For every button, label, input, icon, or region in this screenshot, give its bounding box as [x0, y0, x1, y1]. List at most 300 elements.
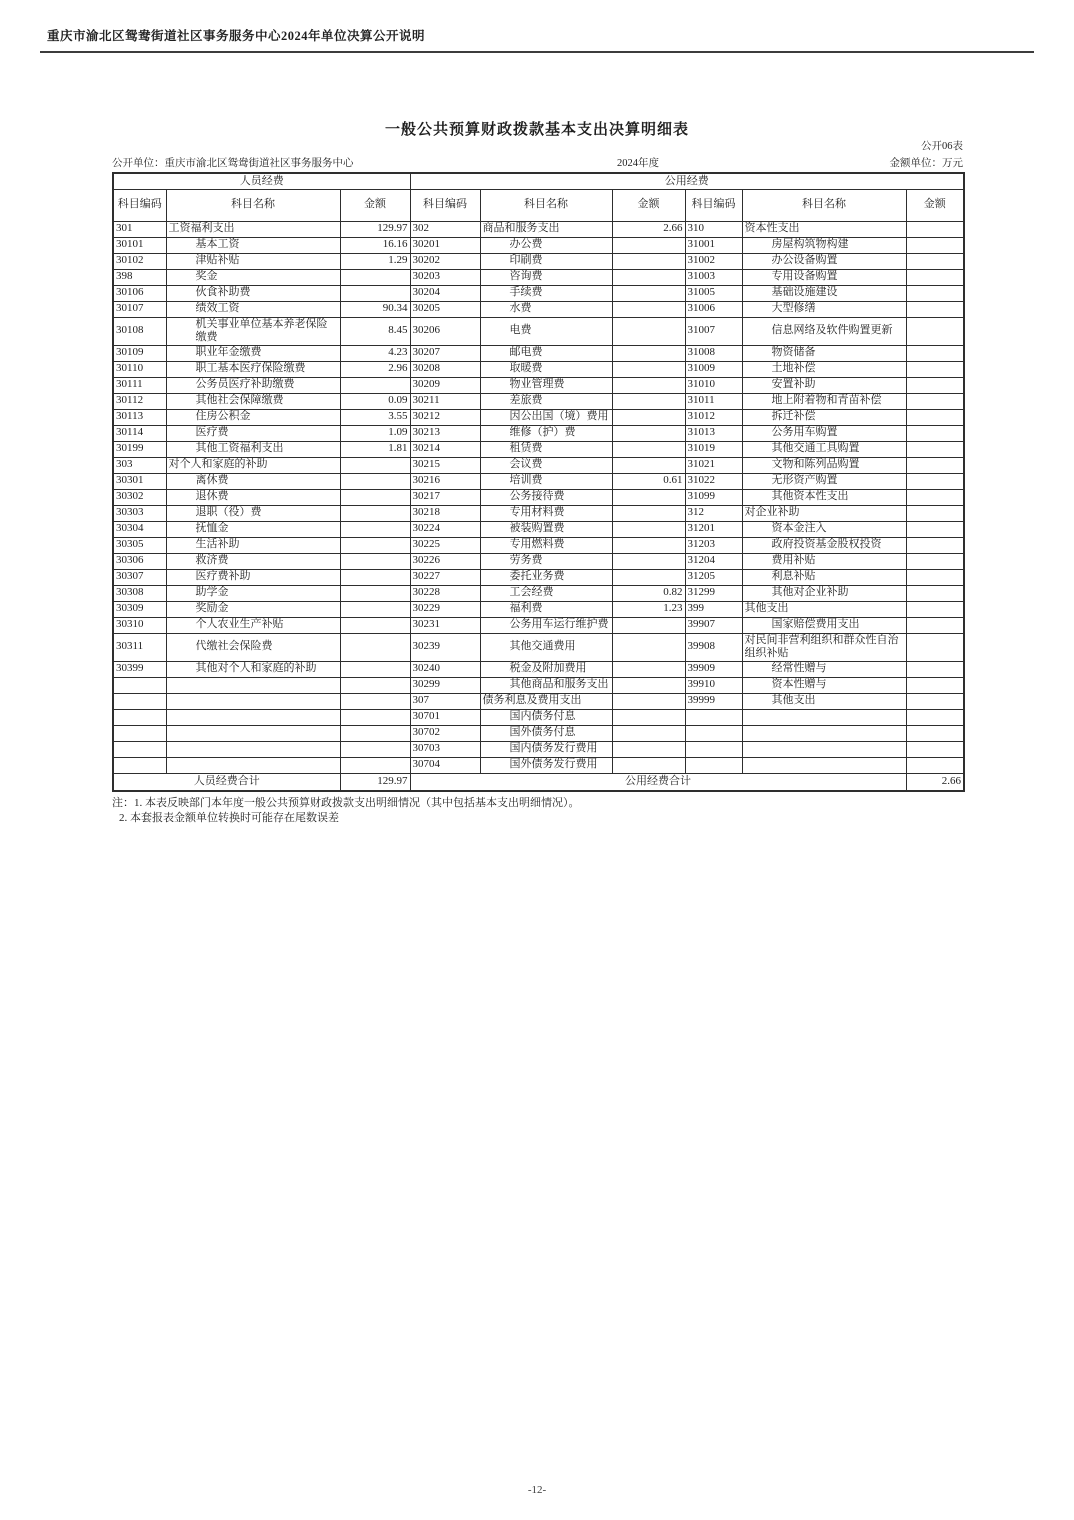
subject-name: 基础设施建设 [742, 285, 906, 301]
subject-name: 专用设备购置 [742, 269, 906, 285]
subject-name: 其他交通费用 [480, 633, 612, 661]
subject-name: 抚恤金 [166, 521, 340, 537]
amount-value [906, 585, 964, 601]
subject-name: 地上附着物和青苗补偿 [742, 393, 906, 409]
subject-code: 31010 [685, 377, 742, 393]
table-notes [112, 796, 962, 827]
subject-code: 31013 [685, 425, 742, 441]
table-meta-row [112, 155, 963, 171]
subject-code: 30215 [410, 457, 480, 473]
amount-value [612, 457, 685, 473]
amount-value [612, 441, 685, 457]
subject-name: 国内债务发行费用 [480, 741, 612, 757]
subject-name: 电费 [480, 317, 612, 345]
subject-code: 31299 [685, 585, 742, 601]
subject-code: 30311 [113, 633, 166, 661]
subject-name: 专用燃料费 [480, 537, 612, 553]
publishing-unit-label: 公开单位：重庆市渝北区鸳鸯街道社区事务服务中心 [112, 158, 354, 169]
amount-value: 2.96 [340, 361, 410, 377]
table-row [113, 345, 964, 361]
amount-value [612, 741, 685, 757]
amount-value [906, 441, 964, 457]
subject-code: 30212 [410, 409, 480, 425]
amount-value [612, 537, 685, 553]
subject-code [113, 693, 166, 709]
subject-code: 398 [113, 269, 166, 285]
subject-name: 会议费 [480, 457, 612, 473]
amount-value [612, 709, 685, 725]
subject-name: 奖金 [166, 269, 340, 285]
subject-name: 文物和陈列品购置 [742, 457, 906, 473]
amount-value [612, 521, 685, 537]
amount-value [612, 317, 685, 345]
subject-name: 个人农业生产补贴 [166, 617, 340, 633]
totals-row [113, 773, 964, 791]
subject-name: 其他对个人和家庭的补助 [166, 661, 340, 677]
subject-code: 399 [685, 601, 742, 617]
subject-code: 39907 [685, 617, 742, 633]
subject-name: 信息网络及软件购置更新 [742, 317, 906, 345]
subject-code: 30110 [113, 361, 166, 377]
subject-name: 资本性赠与 [742, 677, 906, 693]
subject-name: 绩效工资 [166, 301, 340, 317]
subject-code: 30111 [113, 377, 166, 393]
amount-unit-label: 金额单位：万元 [889, 158, 963, 169]
subject-name: 代缴社会保险费 [166, 633, 340, 661]
subject-name: 资本金注入 [742, 521, 906, 537]
subject-code: 30703 [410, 741, 480, 757]
subject-name [166, 757, 340, 773]
subject-code: 30209 [410, 377, 480, 393]
subject-code: 30228 [410, 585, 480, 601]
subject-name: 无形资产购置 [742, 473, 906, 489]
subject-code: 30307 [113, 569, 166, 585]
subject-name [166, 693, 340, 709]
subject-name: 办公设备购置 [742, 253, 906, 269]
subject-name [166, 725, 340, 741]
amount-value [906, 505, 964, 521]
amount-value [906, 457, 964, 473]
subject-name: 劳务费 [480, 553, 612, 569]
subject-name: 退职（役）费 [166, 505, 340, 521]
subject-code: 39909 [685, 661, 742, 677]
amount-value [612, 345, 685, 361]
subject-name: 医疗费 [166, 425, 340, 441]
subject-code: 307 [410, 693, 480, 709]
amount-value: 129.97 [340, 221, 410, 237]
table-code-label: 公开06表 [921, 141, 963, 152]
subject-code: 30240 [410, 661, 480, 677]
table-row [113, 677, 964, 693]
subject-code: 30229 [410, 601, 480, 617]
amount-value [612, 409, 685, 425]
subject-name: 维修（护）费 [480, 425, 612, 441]
subject-code: 30204 [410, 285, 480, 301]
subject-code: 30108 [113, 317, 166, 345]
subject-name: 工资福利支出 [166, 221, 340, 237]
subject-name: 公务用车购置 [742, 425, 906, 441]
group-header-row [113, 173, 964, 189]
amount-value [340, 537, 410, 553]
subject-name: 其他支出 [742, 693, 906, 709]
subject-name: 经常性赠与 [742, 661, 906, 677]
amount-value [340, 709, 410, 725]
col-header-subject-code: 科目编码 [113, 189, 166, 221]
subject-name: 机关事业单位基本养老保险缴费 [166, 317, 340, 345]
amount-value [612, 285, 685, 301]
subject-name: 大型修缮 [742, 301, 906, 317]
subject-name: 土地补偿 [742, 361, 906, 377]
subject-name [742, 709, 906, 725]
document-header-title: 重庆市渝北区鸳鸯街道社区事务服务中心2024年单位决算公开说明 [40, 26, 1034, 53]
amount-value [906, 425, 964, 441]
note-line: 注：1. 本表反映部门本年度一般公共预算财政拨款支出明细情况（其中包括基本支出明细情况）。 [112, 797, 580, 809]
subject-code [685, 709, 742, 725]
subject-code: 39910 [685, 677, 742, 693]
col-header-amount: 金额 [906, 189, 964, 221]
amount-value [906, 693, 964, 709]
subject-code: 30201 [410, 237, 480, 253]
amount-value [906, 601, 964, 617]
amount-value [612, 677, 685, 693]
subject-code: 30114 [113, 425, 166, 441]
subject-name: 对民间非营利组织和群众性自治组织补贴 [742, 633, 906, 661]
amount-value: 0.82 [612, 585, 685, 601]
subject-name: 国家赔偿费用支出 [742, 617, 906, 633]
subject-name: 物业管理费 [480, 377, 612, 393]
subject-code: 30205 [410, 301, 480, 317]
table-row [113, 237, 964, 253]
table-row [113, 269, 964, 285]
col-header-amount: 金额 [340, 189, 410, 221]
subject-name: 办公费 [480, 237, 612, 253]
amount-value [340, 757, 410, 773]
amount-value [612, 301, 685, 317]
amount-value [612, 757, 685, 773]
subject-code: 31006 [685, 301, 742, 317]
amount-value [906, 725, 964, 741]
amount-value [906, 757, 964, 773]
amount-value: 0.09 [340, 393, 410, 409]
subject-code: 30216 [410, 473, 480, 489]
subject-code: 30101 [113, 237, 166, 253]
subject-name: 咨询费 [480, 269, 612, 285]
amount-value [906, 521, 964, 537]
subject-code: 30702 [410, 725, 480, 741]
table-row [113, 301, 964, 317]
table-row [113, 741, 964, 757]
subject-code: 31008 [685, 345, 742, 361]
fiscal-year-label: 2024年度 [617, 158, 659, 169]
table-row [113, 457, 964, 473]
subject-code: 31011 [685, 393, 742, 409]
subject-code: 31021 [685, 457, 742, 473]
amount-value [612, 393, 685, 409]
amount-value [906, 301, 964, 317]
amount-value [340, 505, 410, 521]
amount-value [612, 377, 685, 393]
subject-code: 31005 [685, 285, 742, 301]
subject-name [166, 677, 340, 693]
amount-value [906, 489, 964, 505]
subject-name: 国外债务发行费用 [480, 757, 612, 773]
amount-value [612, 361, 685, 377]
subject-code: 30214 [410, 441, 480, 457]
amount-value: 0.61 [612, 473, 685, 489]
subject-name: 对个人和家庭的补助 [166, 457, 340, 473]
subject-name: 手续费 [480, 285, 612, 301]
subject-name: 其他商品和服务支出 [480, 677, 612, 693]
detail-table-wrapper [112, 172, 1012, 827]
subject-name: 基本工资 [166, 237, 340, 253]
subject-code: 30302 [113, 489, 166, 505]
amount-value [340, 473, 410, 489]
subject-code: 30202 [410, 253, 480, 269]
subject-name: 费用补贴 [742, 553, 906, 569]
subject-name: 其他工资福利支出 [166, 441, 340, 457]
amount-value [906, 269, 964, 285]
amount-value: 2.66 [612, 221, 685, 237]
amount-value [906, 377, 964, 393]
subject-code: 30199 [113, 441, 166, 457]
table-row [113, 361, 964, 377]
amount-value [906, 537, 964, 553]
subject-code: 30203 [410, 269, 480, 285]
subject-code [113, 741, 166, 757]
expenditure-detail-table [112, 172, 965, 792]
subject-name: 公务员医疗补助缴费 [166, 377, 340, 393]
table-row [113, 569, 964, 585]
table-row [113, 553, 964, 569]
amount-value [340, 661, 410, 677]
amount-value [906, 741, 964, 757]
subject-name: 其他资本性支出 [742, 489, 906, 505]
table-row [113, 633, 964, 661]
personnel-total-label: 人员经费合计 [113, 773, 340, 791]
table-row [113, 505, 964, 521]
subject-name: 国内债务付息 [480, 709, 612, 725]
subject-code: 31009 [685, 361, 742, 377]
amount-value [340, 725, 410, 741]
amount-value [612, 253, 685, 269]
table-row [113, 661, 964, 677]
amount-value: 3.55 [340, 409, 410, 425]
subject-code: 30225 [410, 537, 480, 553]
subject-name: 培训费 [480, 473, 612, 489]
amount-value [340, 569, 410, 585]
amount-value [340, 521, 410, 537]
subject-name: 被装购置费 [480, 521, 612, 537]
subject-name: 其他对企业补助 [742, 585, 906, 601]
table-row [113, 409, 964, 425]
subject-name: 税金及附加费用 [480, 661, 612, 677]
subject-code: 30239 [410, 633, 480, 661]
table-row [113, 425, 964, 441]
subject-name: 专用材料费 [480, 505, 612, 521]
amount-value [612, 489, 685, 505]
subject-code: 30305 [113, 537, 166, 553]
amount-value [340, 457, 410, 473]
table-row [113, 537, 964, 553]
amount-value [612, 693, 685, 709]
subject-code: 30113 [113, 409, 166, 425]
subject-name: 差旅费 [480, 393, 612, 409]
subject-name: 债务利息及费用支出 [480, 693, 612, 709]
subject-code: 30217 [410, 489, 480, 505]
col-header-amount: 金额 [612, 189, 685, 221]
subject-code [685, 725, 742, 741]
amount-value [612, 617, 685, 633]
table-row [113, 725, 964, 741]
subject-code: 301 [113, 221, 166, 237]
subject-code: 30213 [410, 425, 480, 441]
amount-value [340, 693, 410, 709]
amount-value [340, 617, 410, 633]
amount-value [906, 617, 964, 633]
amount-value [340, 585, 410, 601]
subject-name: 退休费 [166, 489, 340, 505]
amount-value [340, 285, 410, 301]
subject-name: 住房公积金 [166, 409, 340, 425]
subject-code: 31204 [685, 553, 742, 569]
table-row [113, 709, 964, 725]
subject-code: 30227 [410, 569, 480, 585]
subject-code: 310 [685, 221, 742, 237]
subject-name: 国外债务付息 [480, 725, 612, 741]
table-row [113, 693, 964, 709]
subject-code: 30704 [410, 757, 480, 773]
subject-name: 因公出国（境）费用 [480, 409, 612, 425]
detail-table-body [113, 221, 964, 773]
subject-code: 30106 [113, 285, 166, 301]
subject-code: 31201 [685, 521, 742, 537]
amount-value [906, 237, 964, 253]
public-total-value: 2.66 [906, 773, 964, 791]
subject-code: 30308 [113, 585, 166, 601]
subject-code: 302 [410, 221, 480, 237]
note-line: 2. 本套报表金额单位转换时可能存在尾数误差 [119, 812, 339, 825]
subject-code: 30399 [113, 661, 166, 677]
amount-value [906, 409, 964, 425]
subject-code: 30224 [410, 521, 480, 537]
subject-code: 30109 [113, 345, 166, 361]
subject-code: 30304 [113, 521, 166, 537]
table-row [113, 757, 964, 773]
subject-code [113, 757, 166, 773]
amount-value [906, 221, 964, 237]
subject-code: 39999 [685, 693, 742, 709]
subject-name: 职工基本医疗保险缴费 [166, 361, 340, 377]
col-header-subject-code: 科目编码 [685, 189, 742, 221]
table-row [113, 489, 964, 505]
subject-name: 取暖费 [480, 361, 612, 377]
subject-code: 31001 [685, 237, 742, 253]
amount-value [906, 253, 964, 269]
subject-code: 30231 [410, 617, 480, 633]
subject-code: 30206 [410, 317, 480, 345]
subject-name: 医疗费补助 [166, 569, 340, 585]
amount-value [906, 345, 964, 361]
subject-name: 水费 [480, 301, 612, 317]
subject-code: 31019 [685, 441, 742, 457]
table-row [113, 253, 964, 269]
subject-name: 其他支出 [742, 601, 906, 617]
amount-value [340, 741, 410, 757]
amount-value [340, 269, 410, 285]
amount-value [906, 361, 964, 377]
subject-name: 福利费 [480, 601, 612, 617]
table-row [113, 377, 964, 393]
subject-code [685, 741, 742, 757]
amount-value: 1.81 [340, 441, 410, 457]
amount-value: 1.23 [612, 601, 685, 617]
amount-value [340, 553, 410, 569]
amount-value [612, 569, 685, 585]
subject-name: 租赁费 [480, 441, 612, 457]
subject-code: 303 [113, 457, 166, 473]
subject-name: 救济费 [166, 553, 340, 569]
subject-name [166, 709, 340, 725]
amount-value [906, 709, 964, 725]
amount-value [906, 317, 964, 345]
subject-name: 津贴补贴 [166, 253, 340, 269]
public-total-label: 公用经费合计 [410, 773, 906, 791]
col-header-subject-code: 科目编码 [410, 189, 480, 221]
amount-value [612, 725, 685, 741]
amount-value [612, 237, 685, 253]
group-header-personnel: 人员经费 [113, 173, 410, 189]
subject-code: 30102 [113, 253, 166, 269]
amount-value [612, 661, 685, 677]
subject-code: 39908 [685, 633, 742, 661]
amount-value [612, 553, 685, 569]
subject-code: 30107 [113, 301, 166, 317]
group-header-public: 公用经费 [410, 173, 964, 189]
table-row [113, 317, 964, 345]
subject-code: 30211 [410, 393, 480, 409]
amount-value: 1.09 [340, 425, 410, 441]
amount-value [906, 661, 964, 677]
subject-name: 生活补助 [166, 537, 340, 553]
subject-code: 312 [685, 505, 742, 521]
subject-name [166, 741, 340, 757]
subject-code: 31003 [685, 269, 742, 285]
subject-name: 印刷费 [480, 253, 612, 269]
subject-name: 离休费 [166, 473, 340, 489]
subject-code: 30701 [410, 709, 480, 725]
subject-code: 30306 [113, 553, 166, 569]
subject-name: 房屋构筑物构建 [742, 237, 906, 253]
subject-code [113, 677, 166, 693]
subject-code: 30226 [410, 553, 480, 569]
table-title: 一般公共预算财政拨款基本支出决算明细表 [384, 122, 689, 138]
subject-code [113, 725, 166, 741]
subject-code [113, 709, 166, 725]
subject-name: 拆迁补偿 [742, 409, 906, 425]
subject-name: 职业年金缴费 [166, 345, 340, 361]
table-row [113, 601, 964, 617]
subject-name: 利息补贴 [742, 569, 906, 585]
subject-code [685, 757, 742, 773]
amount-value: 8.45 [340, 317, 410, 345]
subject-name: 其他社会保障缴费 [166, 393, 340, 409]
subject-name: 商品和服务支出 [480, 221, 612, 237]
amount-value [340, 489, 410, 505]
table-row [113, 441, 964, 457]
subject-name: 物资储备 [742, 345, 906, 361]
subject-code: 30208 [410, 361, 480, 377]
subject-code: 31203 [685, 537, 742, 553]
